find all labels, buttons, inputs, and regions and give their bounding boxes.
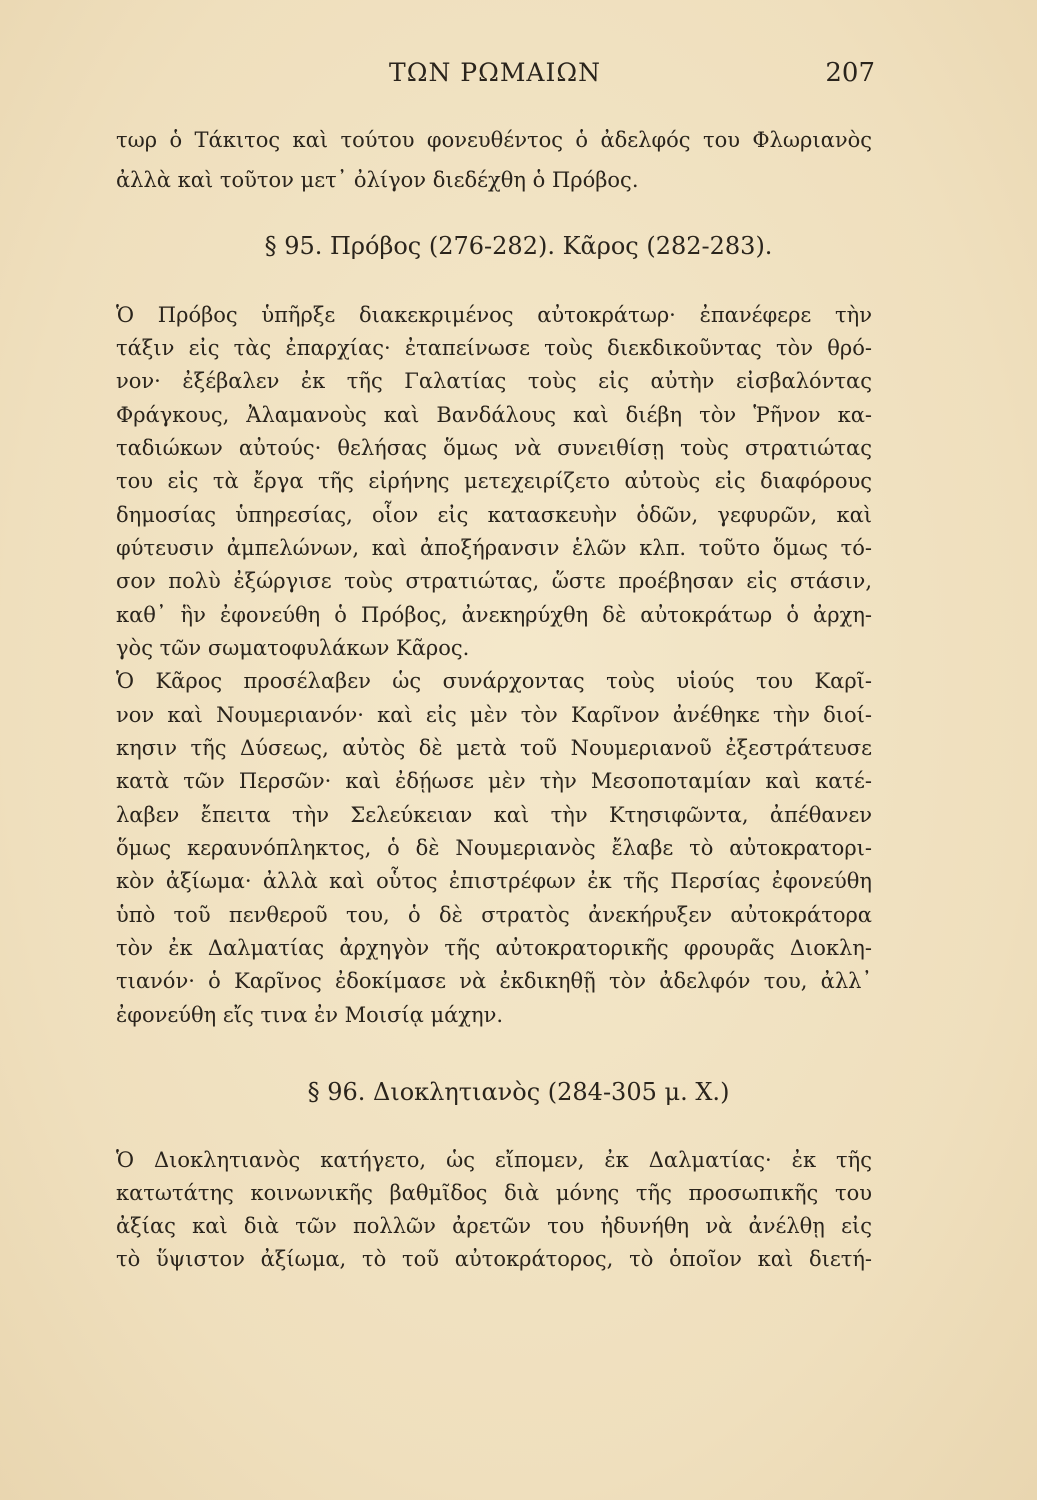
text-line: λαβεν ἔπειτα τὴν Σελεύκειαν καὶ τὴν Κτησιφῶντα, ἀπέθανεν [116,803,872,827]
text-line: κατὰ τῶν Περσῶν· καὶ ἐδῄωσε μὲν τὴν Μεσοποταμίαν καὶ κατέ- [116,769,872,793]
text-line: φύτευσιν ἀμπελώνων, καὶ ἀποξήρανσιν ἑλῶν κλπ. τοῦτο ὅμως τό- [116,536,872,560]
text-line: τὸν ἐκ Δαλματίας ἀρχηγὸν τῆς αὐτοκρατορικῆς φρουρᾶς Διοκλη- [116,936,872,960]
text-line: γὸς τῶν σωματοφυλάκων Κᾶρος. [116,636,470,660]
section-heading-text: § 96. Διοκλητιανὸς (284-305 μ. Χ.) [307,1078,730,1106]
text-line: ταδιώκων αὐτούς· θελήσας ὅμως νὰ συνειθίσῃ τοὺς στρατιώτας [116,436,872,460]
running-title: ΤΩΝ ΡΩΜΑΙΩΝ [389,58,601,87]
text-line: Ὁ Διοκλητιανὸς κατήγετο, ὡς εἴπομεν, ἐκ Δαλματίας· ἐκ τῆς [116,1148,872,1172]
text-line: τὸ ὕψιστον ἀξίωμα, τὸ τοῦ αὐτοκράτορος, τὸ ὁποῖον καὶ διετή- [116,1247,872,1271]
text-line: νον καὶ Νουμεριανόν· καὶ εἰς μὲν τὸν Καρῖνον ἀνέθηκε τὴν διοί- [116,703,872,727]
page-number: 207 [825,58,875,88]
text-line: Ὁ Κᾶρος προσέλαβεν ὡς συνάρχοντας τοὺς υἱούς του Καρῖ- [116,669,872,693]
text-line: τωρ ὁ Τάκιτος καὶ τούτου φονευθέντος ὁ ἀδελφός του Φλωριανὸς [116,128,872,152]
text-line: ἀλλὰ καὶ τοῦτον μετ᾿ ὀλίγον διεδέχθη ὁ Πρόβος. [116,168,639,192]
section-heading-96 [0,1078,1037,1106]
section-heading-text: § 95. Πρόβος (276-282). Κᾶρος (282-283). [264,232,773,260]
text-line: ὅμως κεραυνόπληκτος, ὁ δὲ Νουμεριανὸς ἔλαβε τὸ αὐτοκρατορι- [116,836,872,860]
text-line: τιανόν· ὁ Καρῖνος ἐδοκίμασε νὰ ἐκδικηθῇ τὸν ἀδελφόν του, ἀλλ᾿ [116,969,872,993]
text-line: καθ᾿ ἣν ἐφονεύθη ὁ Πρόβος, ἀνεκηρύχθη δὲ αὐτοκράτωρ ὁ ἀρχη- [116,603,872,627]
text-line: ὑπὸ τοῦ πενθεροῦ του, ὁ δὲ στρατὸς ἀνεκήρυξεν αὐτοκράτορα [116,903,872,927]
text-line: κὸν ἀξίωμα· ἀλλὰ καὶ οὗτος ἐπιστρέφων ἐκ τῆς Περσίας ἐφονεύθη [116,869,872,893]
text-line: δημοσίας ὑπηρεσίας, οἷον εἰς κατασκευὴν ὁδῶν, γεφυρῶν, καὶ [116,503,872,527]
text-line: ἐφονεύθη εἴς τινα ἐν Μοισίᾳ μάχην. [116,1003,504,1027]
text-line: Ὁ Πρόβος ὑπῆρξε διακεκριμένος αὐτοκράτωρ· ἐπανέφερε τὴν [116,303,872,327]
section-heading-95 [0,232,1037,260]
text-line: τάξιν εἰς τὰς ἐπαρχίας· ἐταπείνωσε τοὺς διεκδικοῦντας τὸν θρό- [116,336,872,360]
text-line: κησιν τῆς Δύσεως, αὐτὸς δὲ μετὰ τοῦ Νουμεριανοῦ ἐξεστράτευσε [116,736,872,760]
text-line: Φράγκους, Ἀλαμανοὺς καὶ Βανδάλους καὶ διέβη τὸν Ῥῆνον κα- [116,403,872,427]
text-line: ἀξίας καὶ διὰ τῶν πολλῶν ἀρετῶν του ἠδυνήθη νὰ ἀνέλθῃ εἰς [116,1214,872,1238]
page-header [115,58,875,98]
text-line: κατωτάτης κοινωνικῆς βαθμῖδος διὰ μόνης τῆς προσωπικῆς του [116,1181,872,1205]
text-line: του εἰς τὰ ἔργα τῆς εἰρήνης μετεχειρίζετο αὐτοὺς εἰς διαφόρους [116,469,872,493]
text-line: νον· ἐξέβαλεν ἐκ τῆς Γαλατίας τοὺς εἰς αὐτὴν εἰσβαλόντας [116,369,872,393]
text-line: σον πολὺ ἐξώργισε τοὺς στρατιώτας, ὥστε προέβησαν εἰς στάσιν, [116,569,872,593]
